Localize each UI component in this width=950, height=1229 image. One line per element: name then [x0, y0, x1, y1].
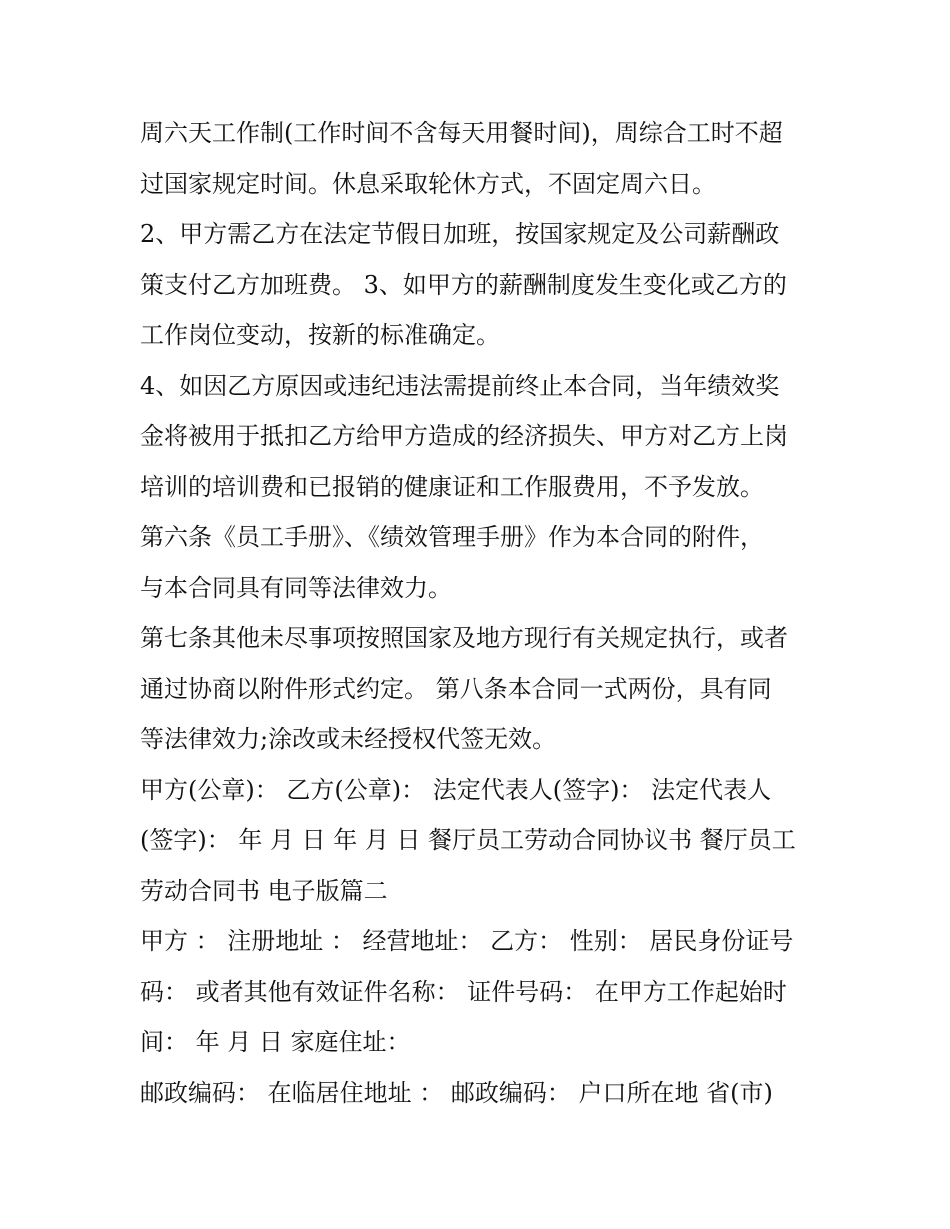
text-line: 过国家规定时间。休息采取轮休方式，不固定周六日。: [140, 169, 716, 198]
text-line: 金将被用于抵扣乙方给甲方造成的经济损失、甲方对乙方上岗: [140, 422, 788, 450]
text-line: 4、如因乙方原因或违纪违法需提前终止本合同，当年绩效奖: [140, 371, 780, 400]
text-line: 甲方 ： 注册地址 ： 经营地址： 乙方： 性别： 居民身份证号: [140, 927, 794, 955]
text-line: (签字)： 年 月 日 年 月 日 餐厅员工劳动合同协议书 餐厅员工: [140, 826, 796, 854]
text-line: 2、甲方需乙方在法定节假日加班，按国家规定及公司薪酬政: [140, 220, 780, 248]
text-line: 通过协商以附件形式约定。 第八条本合同一式两份，具有同: [140, 674, 772, 703]
text-line: 策支付乙方加班费。 3、如甲方的薪酬制度发生变化或乙方的: [140, 270, 787, 299]
text-line: 工作岗位变动，按新的标准确定。: [140, 321, 500, 349]
text-line: 邮政编码： 在临居住地址 ： 邮政编码： 户口所在地 省(市): [140, 1078, 773, 1107]
text-line: 周六天工作制(工作时间不含每天用餐时间)，周综合工时不超: [140, 119, 783, 147]
text-line: 第六条《员工手册》、《绩效管理手册》作为本合同的附件，: [140, 523, 764, 551]
text-line: 码： 或者其他有效证件名称： 证件号码： 在甲方工作起始时: [140, 977, 787, 1006]
text-line: 间： 年 月 日 家庭住址：: [140, 1028, 411, 1056]
text-line: 劳动合同书 电子版篇二: [140, 876, 388, 905]
text-line: 与本合同具有同等法律效力。: [140, 573, 452, 602]
text-line: 培训的培训费和已报销的健康证和工作服费用，不予发放。: [140, 472, 764, 501]
text-line: 等法律效力;涂改或未经授权代签无效。: [140, 725, 557, 753]
text-line: 甲方(公章)： 乙方(公章)： 法定代表人(签字)： 法定代表人: [140, 775, 772, 804]
text-line: 第七条其他未尽事项按照国家及地方现行有关规定执行，或者: [140, 624, 788, 652]
contract-text: [140, 108, 820, 1118]
